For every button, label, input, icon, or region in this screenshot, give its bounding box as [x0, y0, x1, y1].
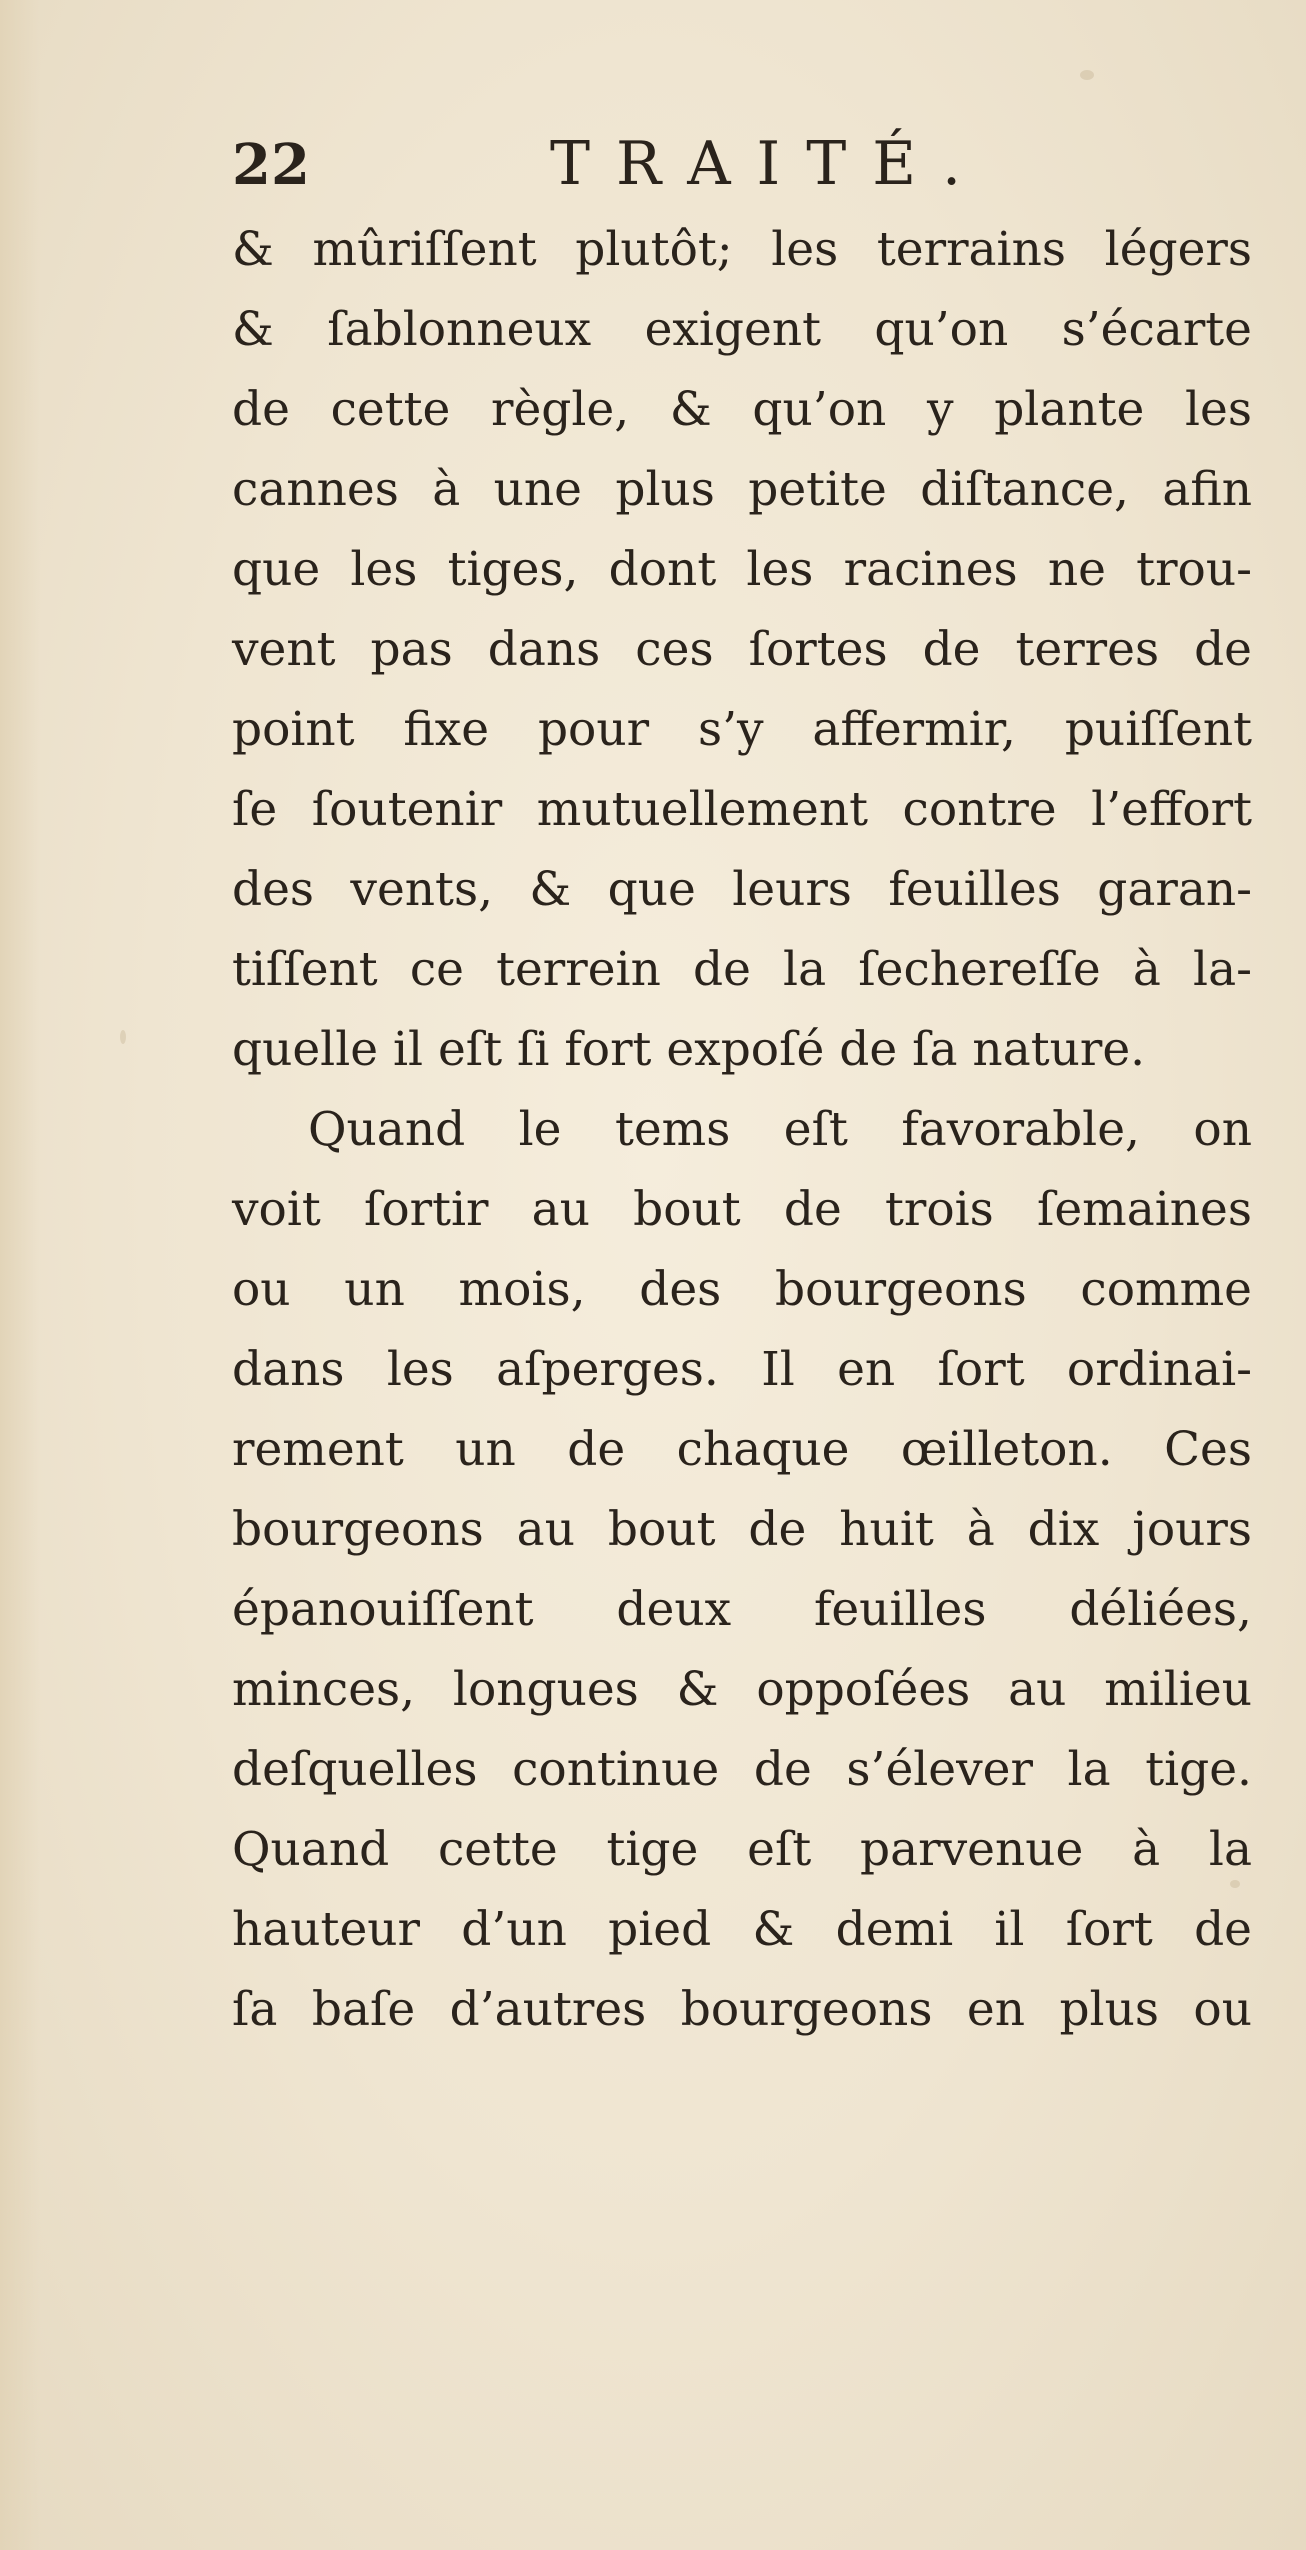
text-line: & ſablonneux exigent qu’on s’écarte [232, 302, 1252, 357]
text-line: minces, longues & oppoſées au milieu [232, 1662, 1252, 1717]
text-line: deſquelles continue de s’élever la tige. [232, 1742, 1252, 1797]
body-text [232, 210, 1252, 2050]
text-line: Quand le tems eſt favorable, on [308, 1102, 1252, 1157]
text-line: quelle il eſt ſi fort expoſé de ſa nature. [232, 1022, 1146, 1077]
text-line: Quand cette tige eſt parvenue à la [232, 1822, 1252, 1877]
page-number: 22 [232, 132, 310, 198]
page-header [232, 120, 1012, 215]
text-line: ſe ſoutenir mutuellement contre l’effort [232, 782, 1252, 837]
text-line: vent pas dans ces ſortes de terres de [232, 622, 1252, 677]
text-line: tiſſent ce terrein de la ſechereſſe à la- [232, 942, 1252, 997]
text-line: point fixe pour s’y affermir, puiſſent [232, 702, 1252, 757]
text-line: épanouiſſent deux feuilles déliées, [232, 1582, 1252, 1637]
paper-stain [120, 1030, 126, 1044]
text-line: ou un mois, des bourgeons comme [232, 1262, 1252, 1317]
text-line: voit ſortir au bout de trois ſemaines [232, 1182, 1252, 1237]
text-line: des vents, & que leurs feuilles garan- [232, 862, 1252, 917]
page-gutter-shadow [0, 0, 40, 2550]
text-line: de cette règle, & qu’on y plante les [232, 382, 1252, 437]
paper-stain [1080, 70, 1094, 80]
text-line: que les tiges, dont les racines ne trou- [232, 542, 1252, 597]
text-line: ſa baſe d’autres bourgeons en plus ou [232, 1982, 1252, 2037]
text-line: & mûriſſent plutôt; les terrains légers [232, 222, 1252, 277]
text-line: cannes à une plus petite diſtance, afin [232, 462, 1252, 517]
text-line: hauteur d’un pied & demi il ſort de [232, 1902, 1252, 1957]
running-title: TRAITÉ. [550, 129, 988, 199]
text-line: dans les aſperges. Il en ſort ordinai- [232, 1342, 1252, 1397]
text-line: bourgeons au bout de huit à dix jours [232, 1502, 1252, 1557]
text-line: rement un de chaque œilleton. Ces [232, 1422, 1252, 1477]
